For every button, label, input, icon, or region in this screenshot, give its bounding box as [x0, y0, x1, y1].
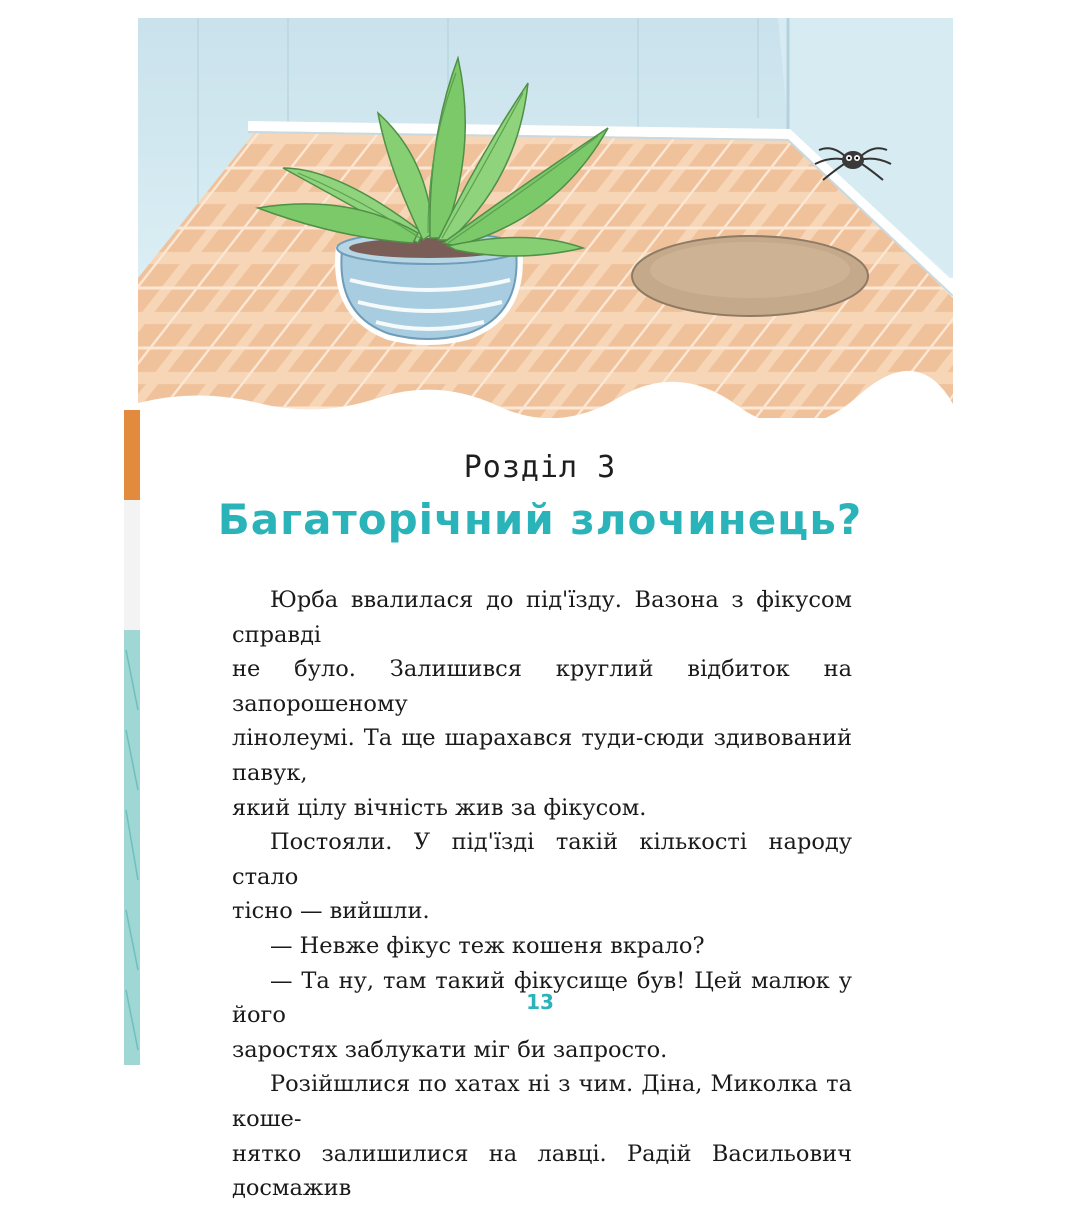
text-line: — Та ну, там такий фікусище був! Цей малюк у його — [232, 967, 852, 1029]
paragraph — [232, 964, 852, 1068]
text-line: не було. Залишився круглий відбиток на запорошеному — [232, 656, 852, 717]
chapter-label: Розділ 3 — [463, 450, 617, 485]
paragraph — [232, 929, 852, 964]
page-number: 13 — [526, 990, 554, 1014]
text-line: який цілу вічність жив за фікусом. — [232, 794, 647, 821]
paragraph — [232, 825, 852, 929]
text-line: тісно — вийшли. — [232, 898, 430, 925]
text-line: заростях заблукати міг би запросто. — [232, 1036, 668, 1063]
chapter-illustration — [138, 18, 953, 418]
text-line: — Невже фікус теж кошеня вкрало? — [270, 932, 705, 959]
chapter-title: Багаторічний злочинець? — [217, 495, 863, 544]
paragraph — [232, 583, 852, 825]
floor-stain-icon — [632, 236, 868, 316]
text-line: Юрба ввалилася до під'їзду. Вазона з фікусом справді — [232, 587, 852, 648]
text-line: нятко залишилися на лавці. Радій Васильович досмажив — [232, 1140, 852, 1202]
body-text — [232, 583, 852, 1206]
text-line: Розійшлися по хатах ні з чим. Діна, Миколка та коше- — [232, 1071, 852, 1132]
text-line: Постояли. У під'їзді такій кількості народу стало — [232, 829, 852, 890]
text-line: лінолеумі. Та ще шарахався туди-сюди здивований павук, — [232, 725, 852, 786]
paragraph — [232, 1067, 852, 1205]
